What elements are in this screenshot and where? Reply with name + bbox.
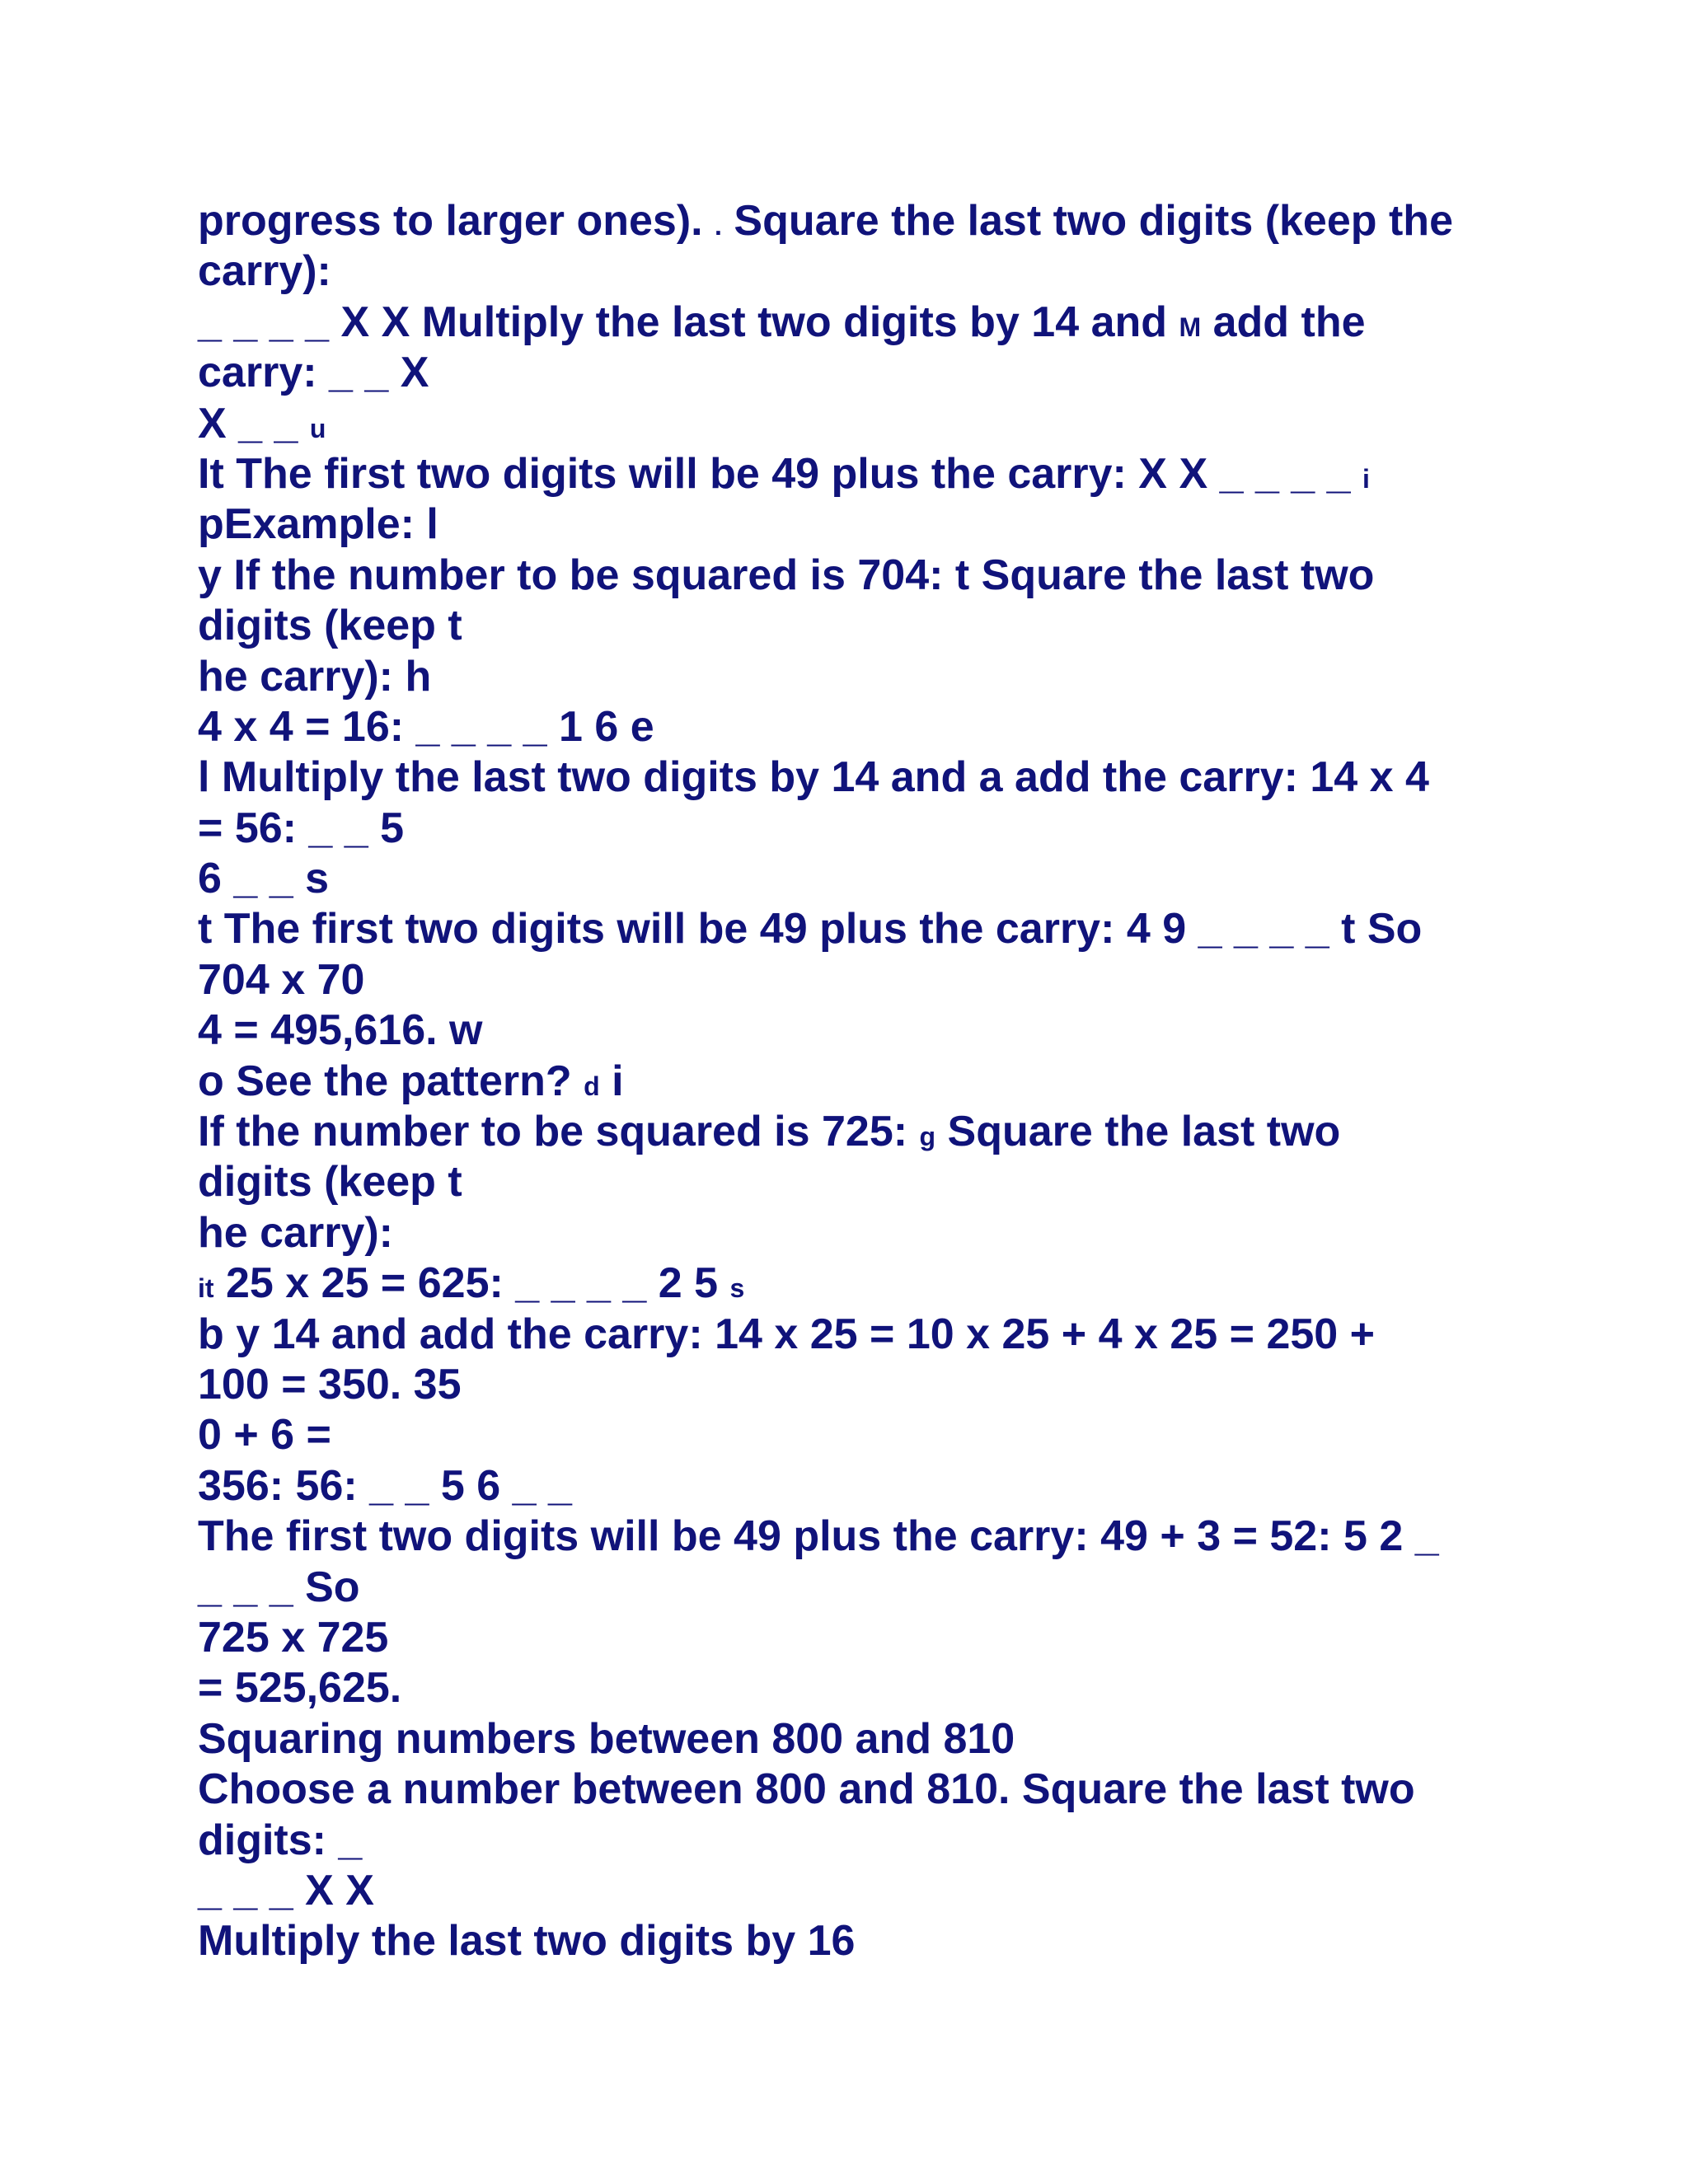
text-line xyxy=(198,1310,1517,1360)
text-line xyxy=(198,1461,1517,1511)
text-run: digits (keep t xyxy=(198,602,462,650)
text-line xyxy=(198,1663,1517,1713)
text-run: add the xyxy=(1201,298,1366,346)
text-run: X _ _ xyxy=(198,399,310,448)
text-run: _ _ _ So xyxy=(198,1563,360,1611)
text-run: he carry): xyxy=(198,1208,393,1257)
text-run: 4 = 495,616. w xyxy=(198,1006,483,1055)
text-line xyxy=(198,1765,1517,1815)
text-line xyxy=(198,298,1517,348)
text-run: 0 + 6 = xyxy=(198,1411,331,1460)
text-run: digits (keep t xyxy=(198,1158,462,1207)
text-run: It The first two digits will be 49 plus the carry: X X _ _ _ _ xyxy=(198,449,1363,498)
text-line xyxy=(198,1563,1517,1613)
text-run: carry: _ _ X xyxy=(198,349,429,397)
text-run: The first two digits will be 49 plus the carry: 49 + 3 = 52: 5 2 _ xyxy=(198,1512,1439,1561)
text-run: carry): xyxy=(198,247,331,296)
stray-mark: M xyxy=(1179,312,1202,342)
stray-mark: u xyxy=(309,413,326,443)
text-run: progress to larger ones). xyxy=(198,197,715,245)
stray-mark: i xyxy=(1362,463,1370,494)
text-run: 25 x 25 = 625: _ _ _ _ 2 5 xyxy=(213,1259,730,1308)
stray-mark: s xyxy=(729,1273,745,1304)
text-line xyxy=(198,1360,1517,1410)
text-line xyxy=(198,1157,1517,1207)
text-run: _ _ _ _ X X Multiply the last two digits by 14 and xyxy=(198,298,1179,346)
stray-mark: d xyxy=(584,1071,600,1101)
text-run: he carry): h xyxy=(198,652,432,701)
text-run: Squaring numbers between 800 and 810 xyxy=(198,1714,1015,1763)
text-run: If the number to be squared is 725: xyxy=(198,1108,920,1156)
text-run: 6 _ _ s xyxy=(198,855,330,903)
text-line xyxy=(198,196,1517,246)
text-line xyxy=(198,1005,1517,1056)
text-run: Square the last two digits (keep the xyxy=(721,197,1453,245)
text-line xyxy=(198,1613,1517,1663)
text-line xyxy=(198,1410,1517,1460)
text-run: digits: _ xyxy=(198,1816,363,1864)
stray-mark: g xyxy=(919,1122,936,1152)
text-line xyxy=(198,1057,1517,1107)
text-line xyxy=(198,702,1517,752)
text-line xyxy=(198,399,1517,449)
text-run: 356: 56: _ _ 5 6 _ _ xyxy=(198,1461,572,1510)
text-run: 725 x 725 xyxy=(198,1613,389,1661)
text-run: o See the pattern? xyxy=(198,1057,584,1105)
text-run: t The first two digits will be 49 plus the carry: 4 9 _ _ _ _ t So xyxy=(198,905,1423,954)
text-run: _ _ _ X X xyxy=(198,1866,374,1915)
text-run: l Multiply the last two digits by 14 and a add the carry: 14 x 4 xyxy=(198,753,1429,802)
text-line xyxy=(198,652,1517,702)
text-line xyxy=(198,348,1517,398)
text-run: = 525,625. xyxy=(198,1664,402,1713)
text-run: 704 x 70 xyxy=(198,955,365,1004)
text-run: b y 14 and add the carry: 14 x 25 = 10 x 25 + 4 x 25 = 250 + xyxy=(198,1310,1376,1358)
text-run: 100 = 350. 35 xyxy=(198,1360,462,1408)
text-line xyxy=(198,551,1517,601)
stray-mark: it xyxy=(198,1273,214,1304)
body-text xyxy=(198,196,1517,1967)
text-line xyxy=(198,1714,1517,1765)
text-line xyxy=(198,804,1517,854)
text-line xyxy=(198,1208,1517,1258)
text-line xyxy=(198,499,1517,550)
text-line xyxy=(198,904,1517,954)
text-run: 4 x 4 = 16: _ _ _ _ 1 6 e xyxy=(198,702,654,751)
text-line xyxy=(198,1816,1517,1866)
text-line xyxy=(198,955,1517,1005)
text-run: = 56: _ _ 5 xyxy=(198,804,405,852)
text-line xyxy=(198,854,1517,904)
text-line xyxy=(198,246,1517,297)
text-run: i xyxy=(599,1057,624,1105)
text-run: y If the number to be squared is 704: t Square the last two xyxy=(198,551,1375,599)
text-run: Multiply the last two digits by 16 xyxy=(198,1917,856,1966)
text-line xyxy=(198,1916,1517,1966)
text-run: Square the last two xyxy=(935,1108,1341,1156)
text-run: Choose a number between 800 and 810. Square the last two xyxy=(198,1765,1415,1814)
text-line xyxy=(198,449,1517,499)
text-line xyxy=(198,601,1517,651)
text-line xyxy=(198,1107,1517,1157)
text-line xyxy=(198,1511,1517,1562)
text-line xyxy=(198,752,1517,803)
stray-mark: . xyxy=(715,211,722,241)
text-line xyxy=(198,1258,1517,1309)
text-line xyxy=(198,1866,1517,1916)
text-run: pExample: l xyxy=(198,500,438,549)
